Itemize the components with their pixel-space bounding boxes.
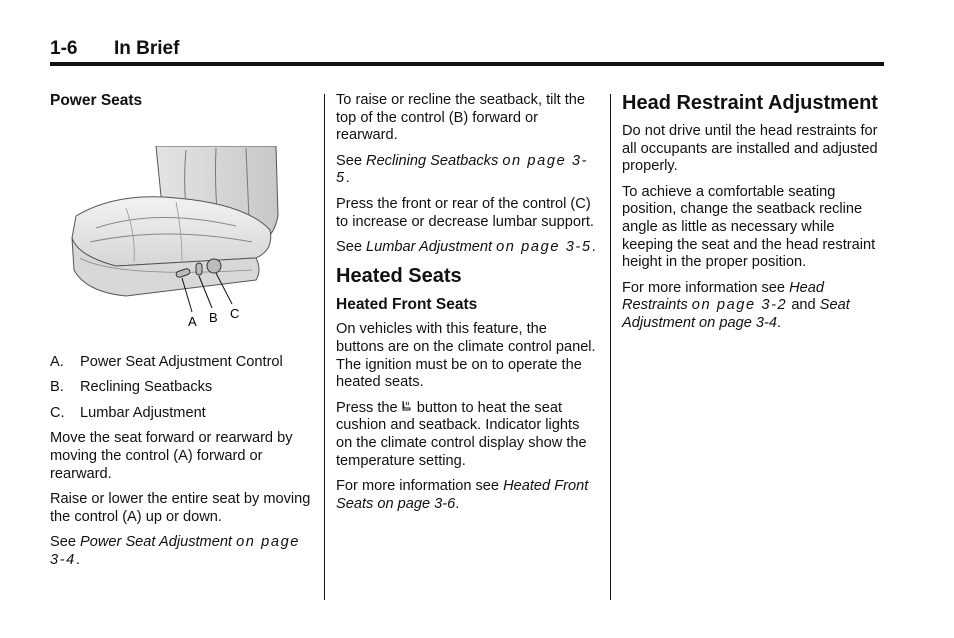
heated-front-seats-subheading: Heated Front Seats bbox=[336, 295, 478, 313]
paragraph: See Power Seat Adjustment on page 3-4. bbox=[50, 534, 301, 568]
head-restraint-heading: Head Restraint Adjustment bbox=[622, 92, 878, 114]
page-number: 1-6 bbox=[50, 38, 78, 59]
paragraph: Raise or lower the entire seat by moving the control (A) up or down. bbox=[50, 491, 311, 525]
paragraph: See Lumbar Adjustment on page 3-5. bbox=[336, 239, 596, 256]
column-2 bbox=[336, 92, 598, 521]
cross-reference-link[interactable]: Lumbar Adjustment on page 3-5 bbox=[366, 239, 592, 256]
header-rule bbox=[50, 62, 884, 66]
figure-label-b: B bbox=[209, 309, 218, 325]
power-seat-illustration bbox=[56, 146, 286, 336]
figure-legend bbox=[50, 354, 312, 423]
cross-reference-link[interactable]: Power Seat Adjustment on page 3-4 bbox=[50, 534, 301, 568]
paragraph: For more information see Heated Front Seats on page 3-6. bbox=[336, 478, 589, 512]
column-1 bbox=[50, 92, 312, 578]
section-title: In Brief bbox=[114, 38, 180, 59]
paragraph: On vehicles with this feature, the buttons are on the climate control panel. The ignition must be on to operate the heated seats. bbox=[336, 321, 596, 391]
paragraph: Move the seat forward or rearward by moving the control (A) forward or rearward. bbox=[50, 430, 293, 482]
column-divider-2 bbox=[610, 94, 611, 600]
list-item: C. Lumbar Adjustment bbox=[50, 404, 206, 421]
paragraph: To raise or recline the seatback, tilt the top of the control (B) forward or rearward. bbox=[336, 92, 586, 144]
list-item: A. Power Seat Adjustment Control bbox=[50, 353, 283, 370]
figure-label-c: C bbox=[230, 305, 240, 321]
power-seats-heading: Power Seats bbox=[50, 92, 143, 109]
heated-seats-heading: Heated Seats bbox=[336, 264, 462, 287]
list-item: B. Reclining Seatbacks bbox=[50, 379, 213, 396]
cross-reference-link[interactable]: Seat Adjustment on page 3-4 bbox=[622, 297, 850, 331]
cross-reference-link[interactable]: Reclining Seatbacks on page 3-5 bbox=[336, 152, 589, 187]
seat-drawing bbox=[56, 146, 286, 336]
paragraph: Press the button to heat the seat cushion and seatback. Indicator lights on the climate control display show the temperature setting. bbox=[336, 399, 587, 469]
paragraph: For more information see Head Restraints on page 3-2 and Seat Adjustment on page 3-4. bbox=[622, 279, 850, 331]
paragraph: Press the front or rear of the control (C) to increase or decrease lumbar support. bbox=[336, 195, 594, 230]
paragraph: Do not drive until the head restraints for all occupants are installed and adjusted properly. bbox=[622, 123, 878, 175]
cross-reference-link[interactable]: Head Restraints on page 3-2 bbox=[622, 279, 824, 314]
paragraph: See Reclining Seatbacks on page 3-5. bbox=[336, 152, 589, 187]
column-divider-1 bbox=[324, 94, 325, 600]
paragraph: To achieve a comfortable seating position, change the seatback recline angle as little as necessary while keeping the seat and the head restraint height in the proper position. bbox=[622, 183, 876, 271]
column-3 bbox=[622, 92, 884, 341]
heated-seat-icon bbox=[402, 401, 411, 413]
cross-reference-link[interactable]: Heated Front Seats on page 3-6 bbox=[336, 478, 589, 512]
figure-label-a: A bbox=[188, 313, 197, 329]
